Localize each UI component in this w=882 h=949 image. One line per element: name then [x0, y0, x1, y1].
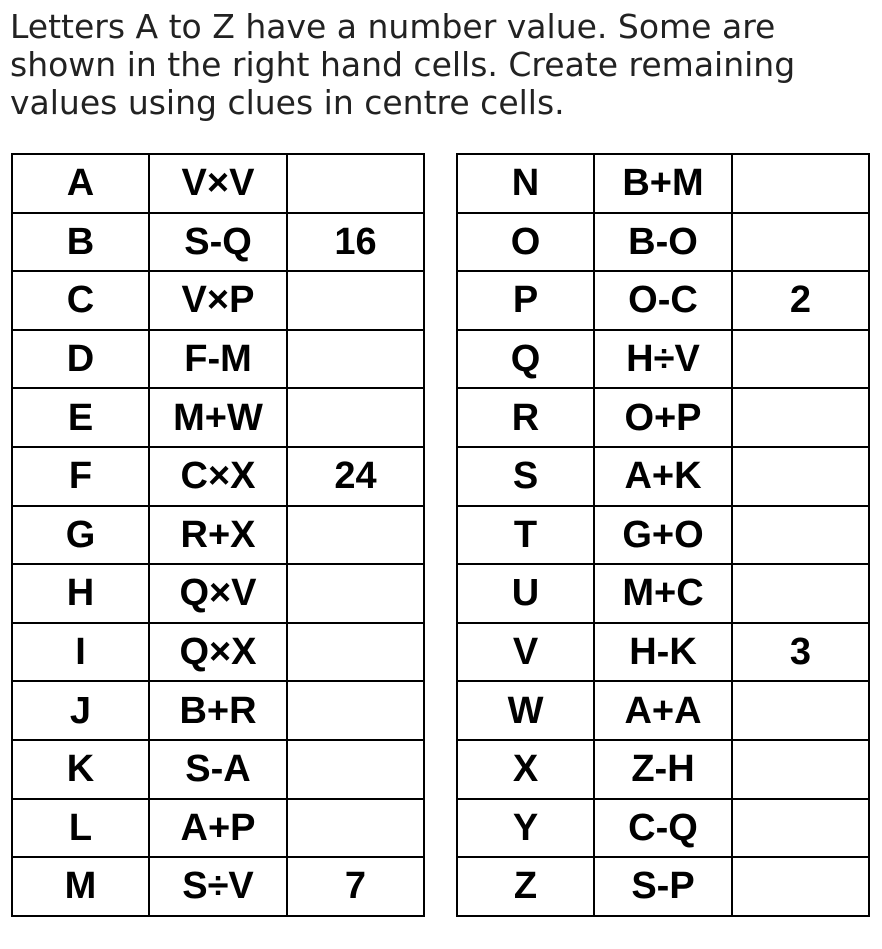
table-row [12, 857, 424, 916]
clue-cell: F-M [149, 330, 287, 389]
value-cell[interactable] [287, 740, 424, 799]
clue-cell: B+M [594, 154, 732, 213]
value-cell[interactable] [287, 271, 424, 330]
value-cell[interactable] [732, 388, 869, 447]
table-row [457, 564, 869, 623]
clue-cell: C-Q [594, 799, 732, 858]
letter-cell: K [12, 740, 149, 799]
value-cell[interactable]: 2 [732, 271, 869, 330]
table-row [457, 799, 869, 858]
value-cell[interactable] [732, 330, 869, 389]
table-row [12, 740, 424, 799]
clue-cell: B+R [149, 681, 287, 740]
letter-cell: H [12, 564, 149, 623]
letter-cell: O [457, 213, 594, 272]
letter-cell: J [12, 681, 149, 740]
table-row [457, 681, 869, 740]
value-cell[interactable] [287, 330, 424, 389]
clue-cell: O+P [594, 388, 732, 447]
clue-cell: A+P [149, 799, 287, 858]
table-row [457, 388, 869, 447]
clue-cell: Z-H [594, 740, 732, 799]
clue-cell: S-P [594, 857, 732, 916]
table-row [12, 388, 424, 447]
letter-cell: N [457, 154, 594, 213]
letter-cell: G [12, 506, 149, 565]
instructions-line-2: shown in the right hand cells. Create remaining [10, 45, 796, 84]
letter-cell: T [457, 506, 594, 565]
clue-cell: H÷V [594, 330, 732, 389]
table-row [457, 154, 869, 213]
table-row [12, 154, 424, 213]
clue-cell: A+K [594, 447, 732, 506]
letter-cell: R [457, 388, 594, 447]
table-row [457, 330, 869, 389]
value-cell[interactable] [287, 388, 424, 447]
letter-cell: U [457, 564, 594, 623]
left-puzzle-table [11, 153, 425, 917]
table-row [12, 623, 424, 682]
instructions-line-3: values using clues in centre cells. [10, 83, 565, 122]
left-table-body [12, 154, 424, 916]
letter-cell: Q [457, 330, 594, 389]
clue-cell: G+O [594, 506, 732, 565]
value-cell[interactable] [732, 213, 869, 272]
table-row [12, 271, 424, 330]
instructions-text [10, 8, 870, 122]
letter-cell: M [12, 857, 149, 916]
letter-cell: F [12, 447, 149, 506]
value-cell[interactable] [732, 447, 869, 506]
letter-cell: X [457, 740, 594, 799]
instructions-line-1: Letters A to Z have a number value. Some are [10, 7, 776, 46]
clue-cell: V×P [149, 271, 287, 330]
value-cell[interactable] [732, 506, 869, 565]
letter-cell: A [12, 154, 149, 213]
letter-cell: D [12, 330, 149, 389]
letter-cell: L [12, 799, 149, 858]
value-cell[interactable] [287, 564, 424, 623]
letter-cell: I [12, 623, 149, 682]
value-cell[interactable] [287, 799, 424, 858]
table-row [12, 506, 424, 565]
value-cell[interactable] [287, 154, 424, 213]
table-row [457, 740, 869, 799]
table-row [457, 857, 869, 916]
value-cell[interactable] [732, 740, 869, 799]
letter-cell: P [457, 271, 594, 330]
letter-cell: W [457, 681, 594, 740]
letter-cell: E [12, 388, 149, 447]
clue-cell: M+C [594, 564, 732, 623]
letter-cell: Z [457, 857, 594, 916]
value-cell[interactable]: 7 [287, 857, 424, 916]
clue-cell: S÷V [149, 857, 287, 916]
clue-cell: H-K [594, 623, 732, 682]
table-row [12, 213, 424, 272]
value-cell[interactable] [287, 506, 424, 565]
table-row [457, 623, 869, 682]
letter-cell: B [12, 213, 149, 272]
table-row [457, 271, 869, 330]
clue-cell: Q×V [149, 564, 287, 623]
value-cell[interactable] [732, 154, 869, 213]
clue-cell: C×X [149, 447, 287, 506]
table-row [12, 447, 424, 506]
table-row [12, 799, 424, 858]
value-cell[interactable] [732, 857, 869, 916]
right-puzzle-table [456, 153, 870, 917]
table-row [457, 447, 869, 506]
clue-cell: M+W [149, 388, 287, 447]
clue-cell: B-O [594, 213, 732, 272]
clue-cell: S-A [149, 740, 287, 799]
value-cell[interactable] [732, 681, 869, 740]
value-cell[interactable]: 16 [287, 213, 424, 272]
table-row [457, 506, 869, 565]
letter-cell: V [457, 623, 594, 682]
value-cell[interactable] [287, 623, 424, 682]
clue-cell: S-Q [149, 213, 287, 272]
value-cell[interactable]: 3 [732, 623, 869, 682]
table-row [12, 681, 424, 740]
clue-cell: A+A [594, 681, 732, 740]
value-cell[interactable] [287, 681, 424, 740]
value-cell[interactable]: 24 [287, 447, 424, 506]
letter-cell: C [12, 271, 149, 330]
clue-cell: O-C [594, 271, 732, 330]
letter-cell: Y [457, 799, 594, 858]
table-row [12, 564, 424, 623]
right-table-body [457, 154, 869, 916]
clue-cell: R+X [149, 506, 287, 565]
clue-cell: Q×X [149, 623, 287, 682]
table-row [457, 213, 869, 272]
clue-cell: V×V [149, 154, 287, 213]
letter-cell: S [457, 447, 594, 506]
value-cell[interactable] [732, 799, 869, 858]
value-cell[interactable] [732, 564, 869, 623]
table-row [12, 330, 424, 389]
